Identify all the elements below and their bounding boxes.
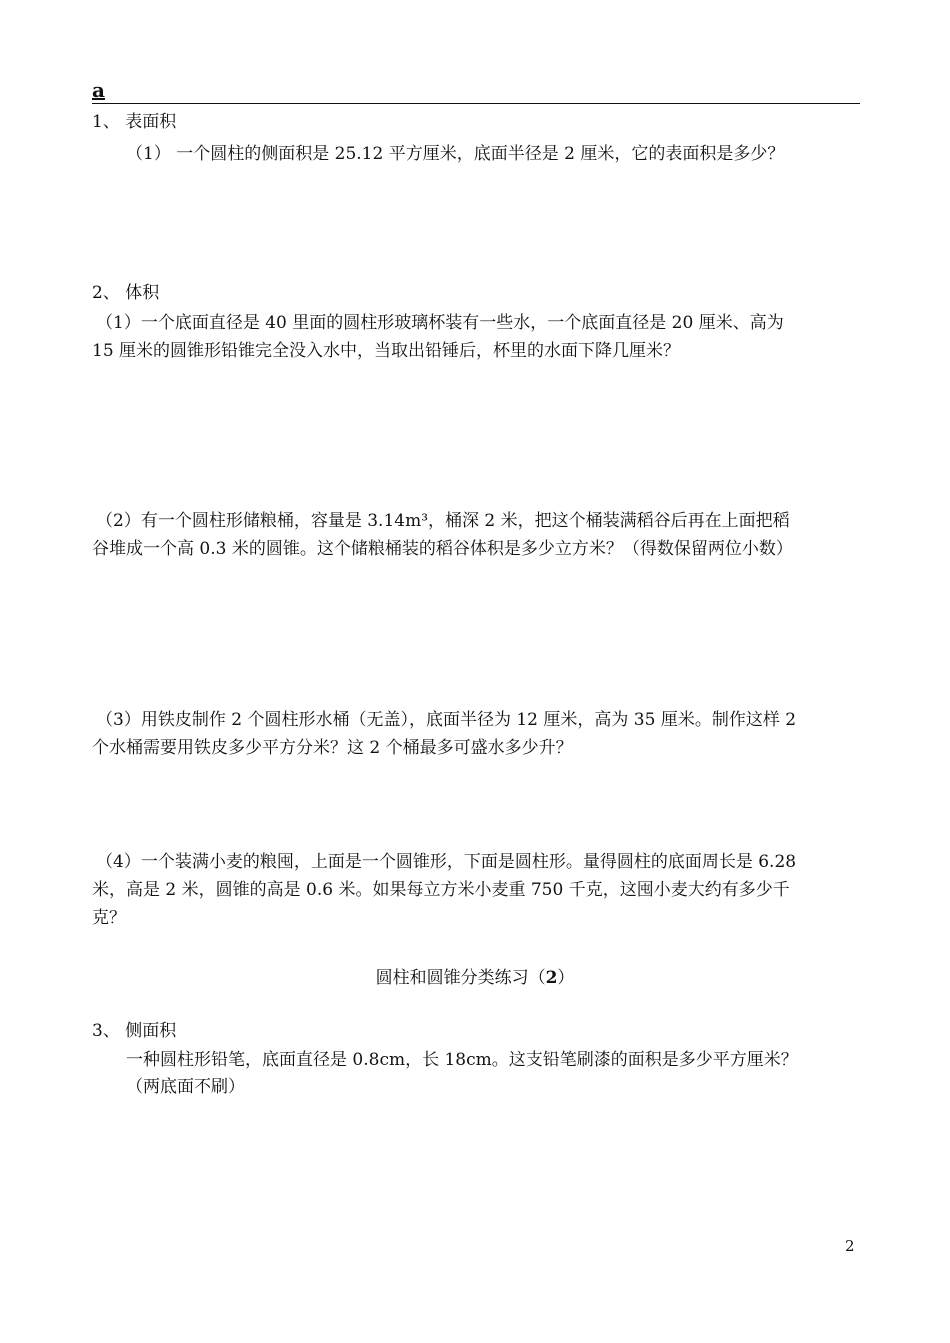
exercise-title [0,963,950,988]
question-2-2-line1: （2）有一个圆柱形储粮桶，容量是 3.14m³，桶深 2 米，把这个桶装满稻谷后再在上面把稻 [96,511,790,531]
question-2-4-line1: （4）一个装满小麦的粮囤，上面是一个圆锥形，下面是圆柱形。量得圆柱的底面周长是 6.28 [96,852,797,872]
question-2-3-line1: （3）用铁皮制作 2 个圆柱形水桶（无盖），底面半径为 12 厘米，高为 35 厘米。制作这样 2 [96,710,797,730]
exercise-title-number: 2 [545,968,558,988]
exercise-title-close: ） [557,968,575,988]
page-number: 2 [845,1237,855,1255]
question-2-2-line2: 谷堆成一个高 0.3 米的圆锥。这个储粮桶装的稻谷体积是多少立方米？（得数保留两位小数） [92,539,793,559]
question-2-1-line2: 15 厘米的圆锥形铅锥完全没入水中，当取出铅锤后，杯里的水面下降几厘米？ [92,341,681,361]
question-3-1-line1: 一种圆柱形铅笔，底面直径是 0.8cm，长 18cm。这支铅笔刷漆的面积是多少平方厘米？ [126,1050,798,1070]
exercise-title-text: 圆柱和圆锥分类练习（ [375,968,546,988]
header-mark: a [92,78,105,102]
section-1-heading: 1、 表面积 [92,112,177,132]
question-2-1-line1: （1）一个底面直径是 40 里面的圆柱形玻璃杯装有一些水，一个底面直径是 20 厘米、高为 [96,313,784,333]
section-3-heading: 3、 侧面积 [92,1021,177,1041]
question-2-3-line2: 个水桶需要用铁皮多少平方分米？这 2 个桶最多可盛水多少升？ [92,738,573,758]
section-2-heading: 2、 体积 [92,283,160,303]
question-2-4-line3: 克？ [92,908,126,928]
header-rule [92,103,860,104]
question-2-4-line2: 米，高是 2 米，圆锥的高是 0.6 米。如果每立方米小麦重 750 千克，这囤小麦大约有多少千 [92,880,790,900]
question-1-1: （1） 一个圆柱的侧面积是 25.12 平方厘米，底面半径是 2 厘米，它的表面积是多少？ [126,144,785,164]
question-3-1-line2: （两底面不刷） [126,1077,245,1097]
